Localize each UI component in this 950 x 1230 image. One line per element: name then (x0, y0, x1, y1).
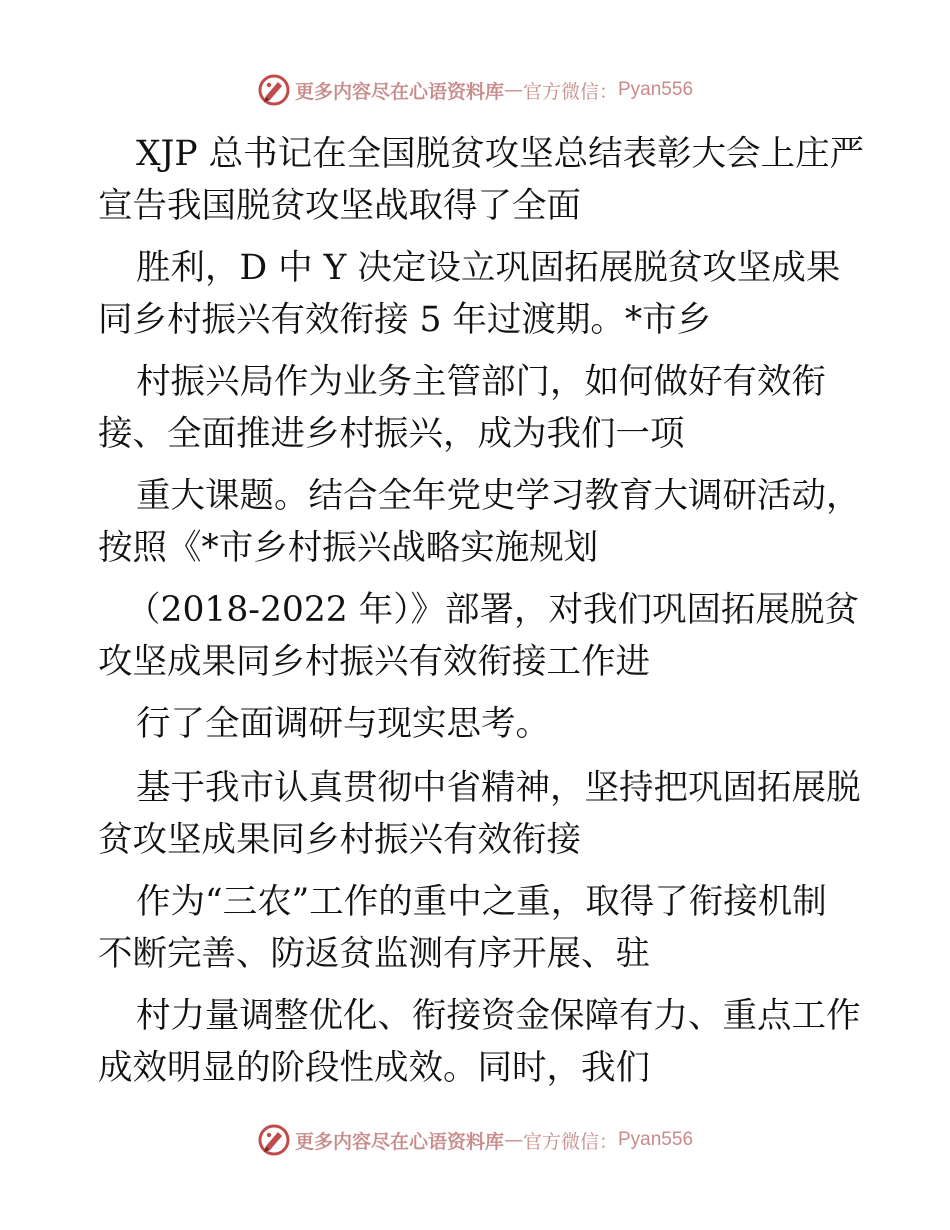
text-line: 村力量调整优化、衔接资金保障有力、重点工作 (136, 996, 861, 1036)
text-line: 作为“三农”工作的重中之重，取得了衔接机制 (136, 882, 827, 922)
banner-dash: — (503, 1129, 523, 1151)
text-line: 行了全面调研与现实思考。 (136, 704, 550, 744)
text-line: 攻坚成果同乡村振兴有效衔接工作进 (98, 642, 650, 682)
text-line: （2018-2022 年）》部署，对我们巩固拓展脱贫 (126, 590, 859, 630)
banner-dash: — (503, 79, 523, 101)
banner-official-label: 官方微信： (522, 1130, 618, 1153)
text-line: 村振兴局作为业务主管部门，如何做好有效衔 (136, 362, 826, 402)
footer-banner (0, 1120, 950, 1160)
header-banner (0, 70, 950, 110)
banner-wechat-id: Pyan556 (618, 1129, 694, 1150)
text-line: 胜利，D 中 Y 决定设立巩固拓展脱贫攻坚成果 (136, 248, 841, 288)
text-line: 基于我市认真贯彻中省精神，坚持把巩固拓展脱 (136, 768, 861, 808)
pen-logo-icon (257, 1123, 291, 1157)
banner-official-label: 官方微信： (522, 80, 618, 103)
text-line: XJP 总书记在全国脱贫攻坚总结表彰大会上庄严 (136, 134, 865, 174)
text-line: 成效明显的阶段性成效。同时，我们 (98, 1048, 650, 1088)
text-line: 接、全面推进乡村振兴，成为我们一项 (98, 414, 685, 454)
pen-logo-icon (257, 73, 291, 107)
text-line: 重大课题。结合全年党史学习教育大调研活动， (136, 476, 861, 516)
banner-wechat-id: Pyan556 (618, 79, 694, 100)
banner-slogan: 更多内容尽在心语资料库 (294, 1130, 504, 1153)
text-line: 按照《*市乡村振兴战略实施规划 (98, 528, 599, 568)
banner-slogan: 更多内容尽在心语资料库 (294, 80, 504, 103)
text-line: 宣告我国脱贫攻坚战取得了全面 (98, 186, 581, 226)
text-line: 同乡村振兴有效衔接 5 年过渡期。*市乡 (98, 300, 712, 340)
text-line: 贫攻坚成果同乡村振兴有效衔接 (98, 820, 581, 860)
text-line: 不断完善、防返贫监测有序开展、驻 (98, 934, 650, 974)
